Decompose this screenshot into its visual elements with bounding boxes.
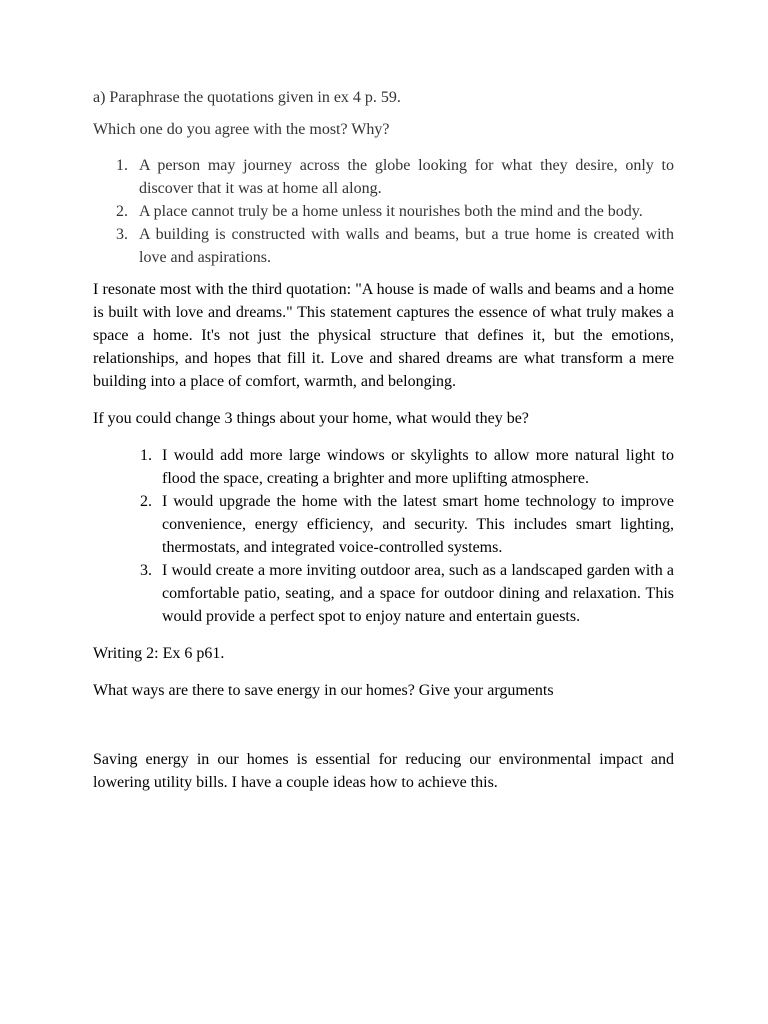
document-page (93, 86, 674, 794)
change-question: If you could change 3 things about your home, what would they be? (93, 410, 529, 427)
list-number: 2. (116, 203, 128, 220)
list-number: 3. (116, 226, 128, 243)
task-question: Which one do you agree with the most? Why? (93, 121, 390, 138)
change-text: I would upgrade the home with the latest smart home technology to improve convenience, energy efficiency, and security. This includes smart lighting, thermostats, and integrated voice-controlled systems. (162, 493, 674, 556)
change-text: I would create a more inviting outdoor area, such as a landscaped garden with a comfortable patio, seating, and a space for outdoor dining and relaxation. This would provide a perfect spot to enjoy nature and entertain guests. (162, 562, 674, 625)
changes-list (93, 444, 674, 628)
task-a-heading: a) Paraphrase the quotations given in ex 4 p. 59. (93, 89, 401, 106)
list-item (93, 559, 674, 628)
writing-intro: Saving energy in our homes is essential for reducing our environmental impact and lowering utility bills. I have a couple ideas how to achieve this. (93, 751, 674, 791)
change-text: I would add more large windows or skylights to allow more natural light to flood the space, creating a brighter and more uplifting atmosphere. (162, 447, 674, 487)
list-item (93, 490, 674, 559)
quotation-text: A place cannot truly be a home unless it nourishes both the mind and the body. (139, 203, 643, 220)
list-number: 2. (140, 493, 152, 510)
quotation-text: A building is constructed with walls and beams, but a true home is created with love and aspirations. (139, 226, 674, 266)
writing-prompt: What ways are there to save energy in our homes? Give your arguments (93, 682, 554, 699)
list-number: 1. (116, 157, 128, 174)
list-number: 3. (140, 562, 152, 579)
list-number: 1. (140, 447, 152, 464)
list-item (93, 200, 674, 223)
list-item (93, 154, 674, 200)
writing-title: Writing 2: Ex 6 p61. (93, 645, 225, 662)
answer-paragraph: I resonate most with the third quotation: "A house is made of walls and beams and a home is built with love and dreams." This statement captures the essence of what truly makes a space a home. It's not just the physical structure that defines it, but the emotions, relationships, and hopes that fill it. Love and shared dreams are what transform a mere building into a place of comfort, warmth, and belonging. (93, 281, 674, 390)
quotation-text: A person may journey across the globe looking for what they desire, only to discover that it was at home all along. (139, 157, 674, 197)
quotation-list (93, 154, 674, 269)
list-item (93, 223, 674, 269)
list-item (93, 444, 674, 490)
